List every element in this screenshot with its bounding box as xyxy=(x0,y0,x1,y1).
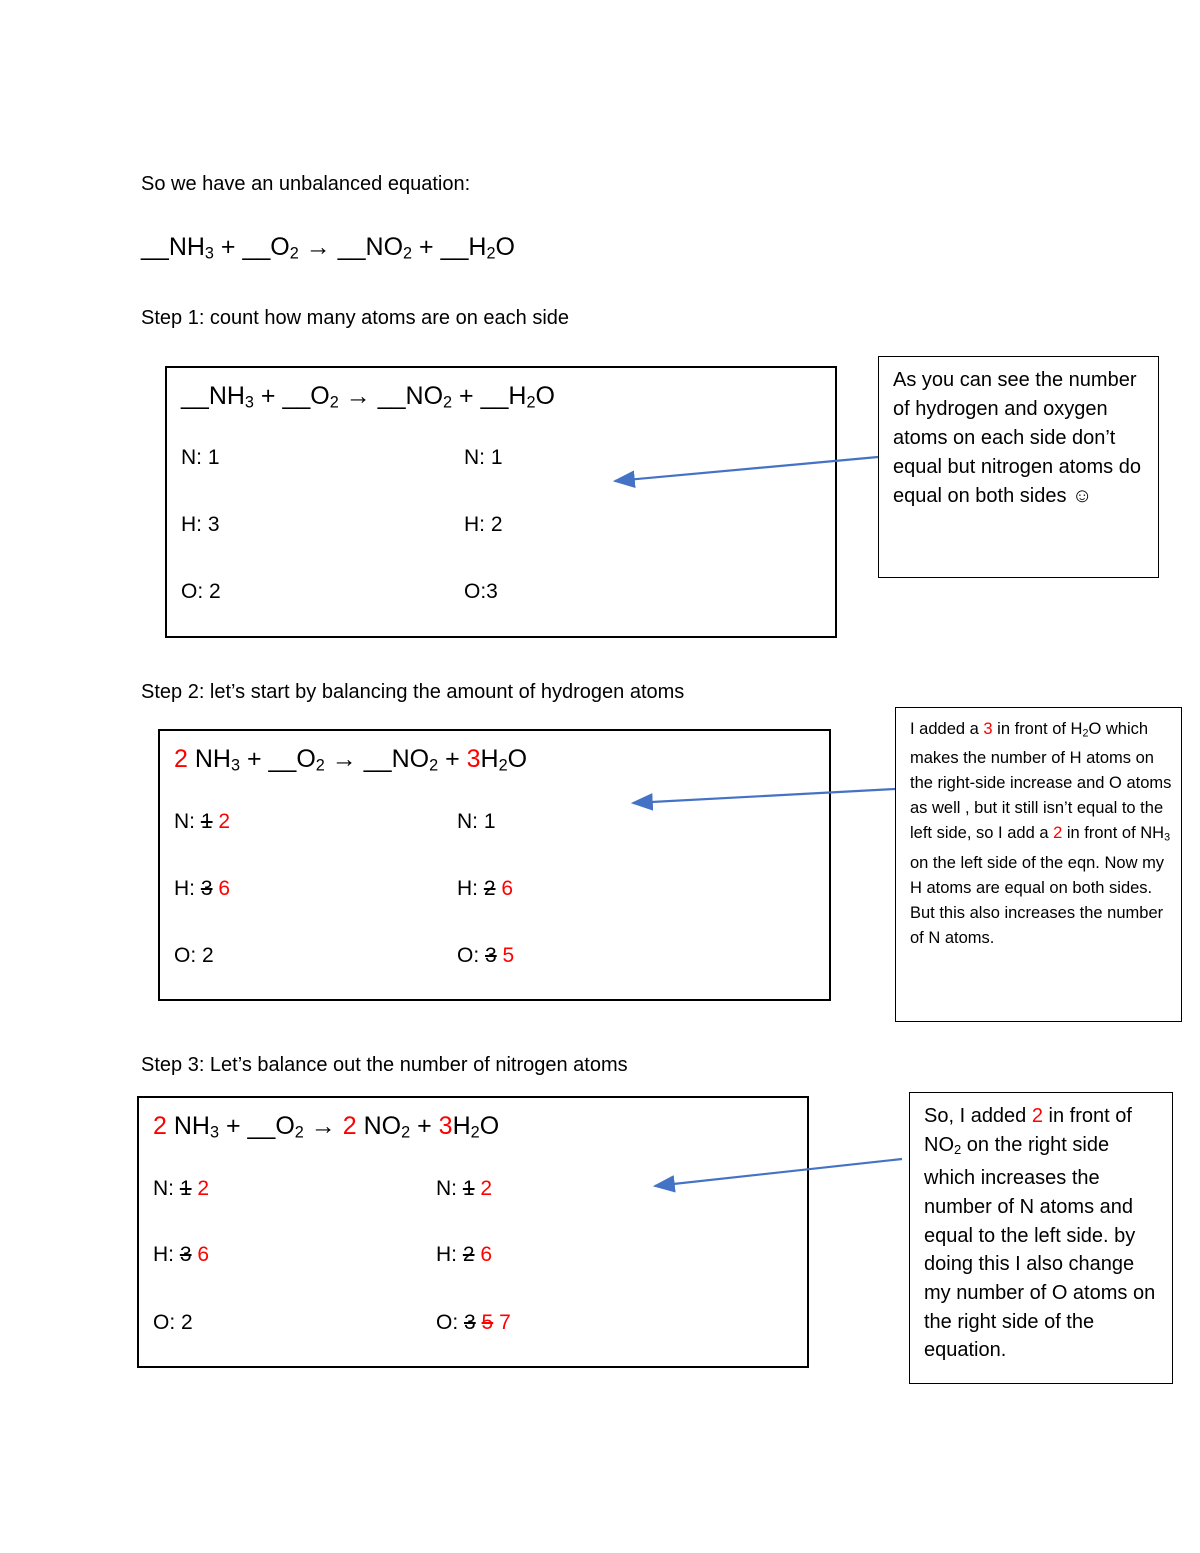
step2-equation: 2 $NH_3$ + $\_\_O_2$ → $\_\_NO_2 + 3H_2O$ xyxy=(174,745,528,775)
step2-heading: Step 2: let’s start by balancing the amount of hydrogen atoms xyxy=(141,681,685,703)
step1-right-n: N: 1 xyxy=(464,446,503,469)
step3-left-n: N: 1 2 xyxy=(153,1177,210,1200)
step2-left-n: N: 1 2 xyxy=(174,810,231,833)
step3-right-o: O: 3 5 7 xyxy=(436,1311,511,1334)
step1-heading: Step 1: count how many atoms are on each side xyxy=(141,307,570,329)
step3-equation: 2 $NH_3$ + $\_\_O_2 \to 2$ $NO_2 + 3H_2O$ xyxy=(153,1112,500,1142)
step1-left-h: H: 3 xyxy=(181,513,220,536)
step1-note: As you can see the number of hydrogen and oxygen atoms on each side don’t equal but nitrogen atoms do equal on both sides ☺ xyxy=(878,356,1159,578)
step2-left-o: O: 2 xyxy=(174,944,214,967)
unbalanced-equation: $\_\_NH_3$ + $\_\_O_2$ → $\_\_NO_2$ + $\_\_H_2O$ xyxy=(141,233,515,263)
step3-left-h: H: 3 6 xyxy=(153,1243,210,1266)
step3-arrow xyxy=(655,1159,902,1186)
step1-right-h: H: 2 xyxy=(464,513,503,536)
step2-left-h: H: 3 6 xyxy=(174,877,231,900)
step3-heading: Step 3: Let’s balance out the number of nitrogen atoms xyxy=(141,1054,628,1076)
step2-arrow xyxy=(633,789,895,803)
step2-right-o: O: 3 5 xyxy=(457,944,515,967)
step1-equation: $\_\_NH_3$ + $\_\_O_2$ → $\_\_NO_2$ + $\_\_H_2O$ xyxy=(181,382,555,412)
step2-right-n: N: 1 xyxy=(457,810,496,833)
step1-arrow xyxy=(615,457,878,481)
step2-right-h: H: 2 6 xyxy=(457,877,514,900)
step3-note: So, I added 2 in front of $NO_2$ on the right side which increases the number of N atoms and equal to the left side. by doing this I also change my number of O atoms on the right side of the equation. xyxy=(909,1092,1173,1384)
step2-note: I added a 3 in front of $H_2O$ which makes the number of H atoms on the right-side increase and O atoms as well , but it still isn’t equal to the left side, so I add a 2 in front of $NH_3$ on the left side of the eqn. Now my H atoms are equal on both sides. But this also increases the number of N atoms. xyxy=(895,707,1182,1022)
step3-left-o: O: 2 xyxy=(153,1311,193,1334)
step1-right-o: O:3 xyxy=(464,580,498,603)
smiley-icon: ☺ xyxy=(1072,485,1093,507)
intro-text: So we have an unbalanced equation: xyxy=(141,173,471,195)
step1-left-o: O: 2 xyxy=(181,580,221,603)
step3-right-n: N: 1 2 xyxy=(436,1177,493,1200)
step1-left-n: N: 1 xyxy=(181,446,220,469)
step3-right-h: H: 2 6 xyxy=(436,1243,493,1266)
